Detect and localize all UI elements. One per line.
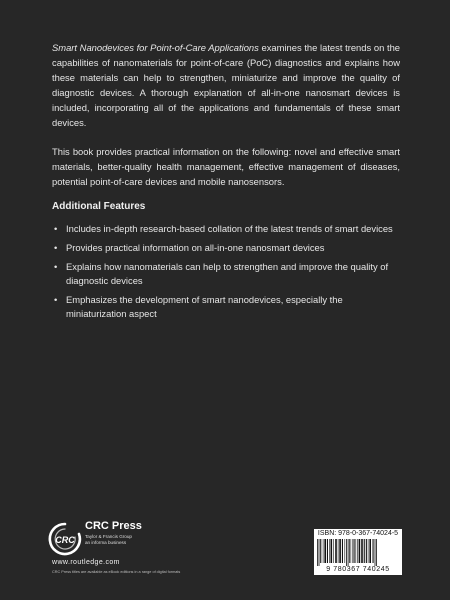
publisher-name: CRC Press	[85, 520, 142, 532]
isbn-barcode-box	[314, 529, 402, 575]
logo-text: CRC	[55, 535, 75, 545]
publisher-group: Taylor & Francis Group	[85, 534, 132, 539]
feature-item: • Includes in-depth research-based collation of the latest trends of smart devices	[52, 222, 402, 236]
features-heading: Additional Features	[52, 201, 146, 212]
description-paragraph-1	[52, 40, 400, 130]
barcode-digits: 9 780367 740245	[326, 566, 390, 573]
barcode	[316, 539, 400, 566]
feature-item: • Provides practical information on all-in-one nanosmart devices	[52, 241, 402, 255]
publisher-business: an informa business	[85, 539, 127, 545]
ebook-formats-note: CRC Press titles are available as eBook editions in a range of digital formats	[52, 570, 181, 574]
book-title-italic: Smart Nanodevices for Point-of-Care Applications	[52, 42, 259, 53]
feature-item: • Emphasizes the development of smart nanodevices, especially the miniaturization aspect	[52, 293, 402, 321]
publisher-url[interactable]: www.routledge.com	[52, 559, 120, 566]
features-list	[52, 222, 402, 326]
isbn-label: ISBN: 978-0-367-74024-5	[317, 530, 399, 537]
feature-item: • Explains how nanomaterials can help to strengthen and improve the quality of diagnostic devices	[52, 260, 402, 288]
description-paragraph-2: This book provides practical information on the following: novel and effective smart materials, better-quality health management, effective management of diseases, potential point-of-care devices and mobile nanosensors.	[52, 146, 400, 187]
description-paragraph-1-text: examines the latest trends on the capabilities of nanomaterials for point-of-care (PoC) diagnostics and explains how these materials can help to strengthen, miniaturize and improve the quality of diagnostic devices. A thorough explanation of all-in-one nanosmart devices is included, incorporating all of the applications and fundamentals of these smart devices.	[52, 42, 400, 128]
publisher-block	[85, 521, 142, 545]
crc-press-logo	[48, 522, 82, 556]
